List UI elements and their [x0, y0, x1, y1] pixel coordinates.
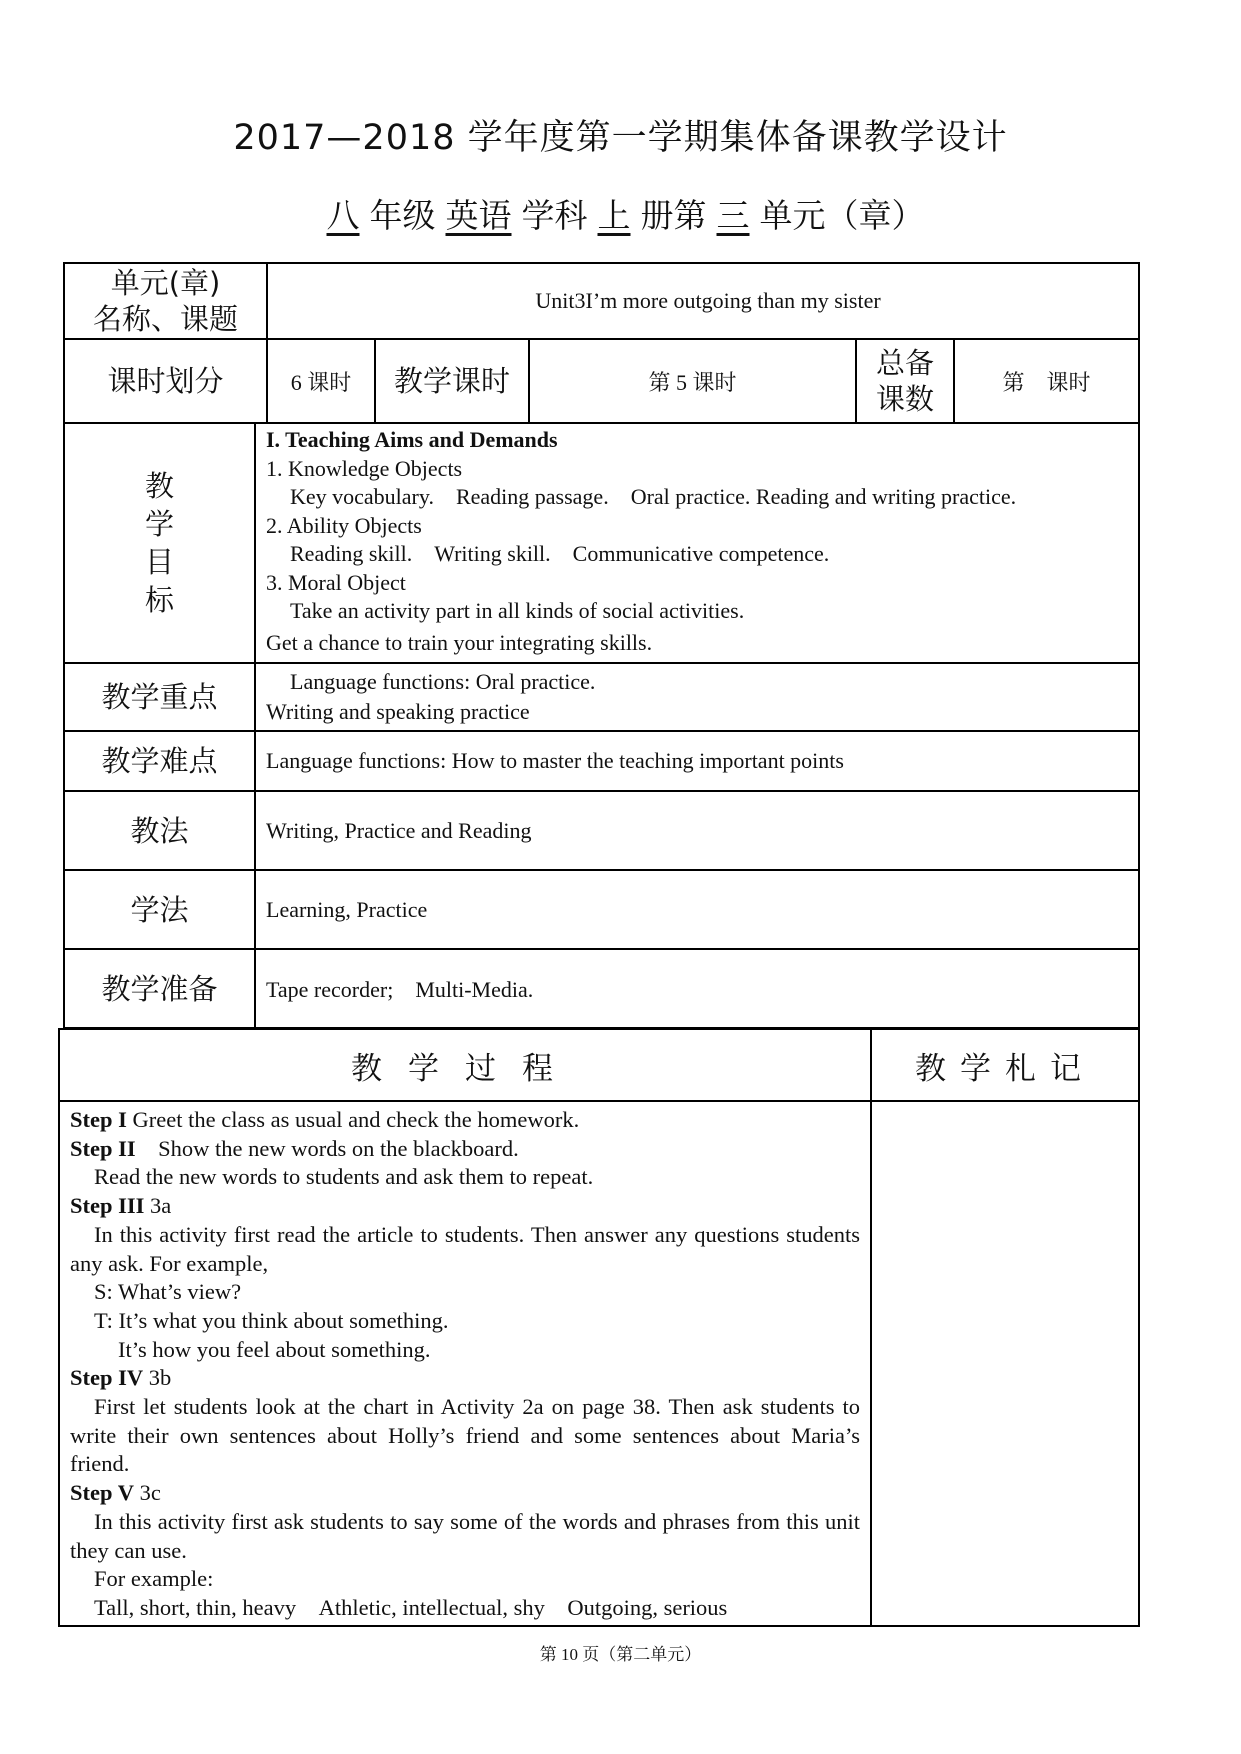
subject-value: 英语	[445, 196, 512, 235]
teaching-hour-label: 教学课时	[375, 339, 529, 423]
step-3-detail: In this activity first read the article to students. Then answer any questions students any ask. For example,	[70, 1221, 860, 1276]
knowledge-text: Key vocabulary. Reading passage. Oral practice. Reading and writing practice.	[290, 484, 1017, 509]
total-hours-label: 总备 课数	[856, 339, 954, 423]
notes-header: 教学札记	[871, 1029, 1139, 1101]
difficulty-label: 教学难点	[64, 731, 255, 791]
step-5-example-label: For example:	[94, 1566, 214, 1592]
key-points-label: 教学重点	[64, 663, 255, 731]
ability-text: Reading skill. Writing skill. Communicative competence.	[290, 541, 830, 566]
difficulty-value: Language functions: How to master the teaching important points	[255, 731, 1139, 791]
page-subtitle	[0, 190, 1241, 237]
step-3: Step III 3a	[70, 1193, 172, 1219]
aims-content	[255, 423, 1139, 663]
aims-extra: Get a chance to train your integrating skills.	[266, 629, 653, 655]
aims-heading: I. Teaching Aims and Demands	[266, 427, 558, 452]
aims-label-char: 教	[144, 469, 174, 503]
key-points-value	[255, 663, 1139, 731]
knowledge-title: 1. Knowledge Objects	[266, 455, 463, 481]
aims-label-char: 标	[144, 583, 174, 617]
step-2: Step II Show the new words on the blackboard.	[70, 1135, 519, 1161]
total-hours-value: 第 课时	[954, 339, 1139, 423]
step-3-teacher-line: T: It’s what you think about something.	[94, 1307, 449, 1333]
notes-column	[871, 1101, 1139, 1626]
key-points-line: Writing and speaking practice	[266, 699, 530, 724]
preparation-label: 教学准备	[64, 949, 255, 1028]
key-points-line: Language functions: Oral practice.	[290, 669, 596, 694]
unit-name-value: Unit3I’m more outgoing than my sister	[267, 263, 1139, 339]
step-3-student-line: S: What’s view?	[94, 1279, 242, 1305]
step-5: Step V 3c	[70, 1480, 161, 1506]
unit-value: 三	[716, 196, 750, 235]
volume-value: 上	[597, 196, 631, 235]
volume-label: 册第	[640, 196, 707, 235]
hours-value: 6 课时	[267, 339, 375, 423]
step-3-teacher-line-2: It’s how you feel about something.	[118, 1336, 431, 1362]
step-1: Step I Greet the class as usual and check the homework.	[70, 1107, 580, 1132]
teaching-hour-value: 第 5 课时	[529, 339, 856, 423]
step-4: Step IV 3b	[70, 1365, 172, 1391]
learning-method-value: Learning, Practice	[255, 870, 1139, 949]
step-5-detail: In this activity first ask students to say some of the words and phrases from this unit they can use.	[70, 1508, 860, 1563]
page-title: 2017—2018 学年度第一学期集体备课教学设计	[233, 118, 1008, 158]
grade-value: 八	[326, 196, 360, 235]
moral-text: Take an activity part in all kinds of social activities.	[290, 598, 745, 623]
moral-title: 3. Moral Object	[266, 569, 406, 595]
unit-name-label: 单元(章) 名称、课题	[64, 263, 267, 339]
lesson-info-table	[63, 262, 1140, 1029]
ability-title: 2. Ability Objects	[266, 512, 422, 538]
page-footer: 第 10 页（第二单元）	[539, 1645, 702, 1664]
teaching-process-table	[58, 1028, 1140, 1627]
process-steps	[59, 1101, 871, 1626]
grade-label: 年级	[369, 196, 436, 235]
step-5-example-words: Tall, short, thin, heavy Athletic, intellectual, shy Outgoing, serious	[94, 1594, 728, 1620]
hours-label: 课时划分	[64, 339, 267, 423]
aims-label-char: 学	[144, 507, 174, 541]
step-2-detail: Read the new words to students and ask them to repeat.	[94, 1164, 594, 1190]
unit-label: 单元（章）	[759, 196, 925, 235]
subject-label: 学科	[521, 196, 588, 235]
aims-label-char: 目	[144, 545, 174, 579]
preparation-value: Tape recorder; Multi-Media.	[255, 949, 1139, 1028]
method-label: 教法	[64, 791, 255, 870]
aims-label	[64, 423, 255, 663]
method-value: Writing, Practice and Reading	[255, 791, 1139, 870]
step-4-detail: First let students look at the chart in Activity 2a on page 38. Then ask students to write their own sentences about Holly’s friend and some sentences about Maria’s friend.	[70, 1394, 860, 1477]
process-header: 教学过程	[59, 1029, 871, 1101]
learning-method-label: 学法	[64, 870, 255, 949]
